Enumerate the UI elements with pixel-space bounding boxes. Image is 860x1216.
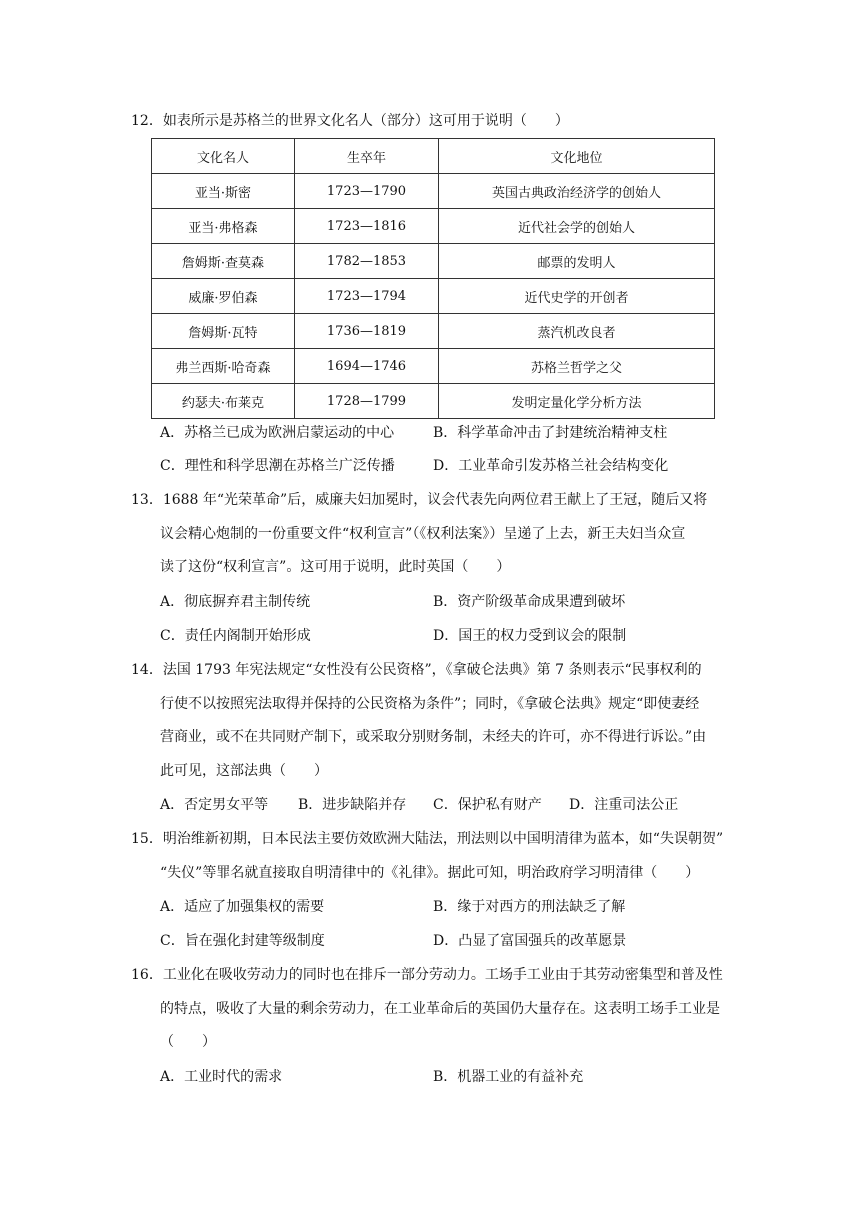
table-cell: 亚当·弗格森 xyxy=(152,209,295,244)
question-13-stem-line-2: 议会精心炮制的一份重要文件“权利宣言”（《权利法案》）呈递了上去，新王夫妇当众宣 xyxy=(160,526,686,542)
question-12-option-d[interactable]: D．工业革命引发苏格兰社会结构变化 xyxy=(433,458,669,474)
table-row xyxy=(152,314,715,349)
question-15-stem-line-2: “失仪”等罪名就直接取自明清律中的《礼律》。据此可知，明治政府学习明清律（ ） xyxy=(160,865,700,881)
table-cell: 发明定量化学分析方法 xyxy=(439,384,715,419)
table-cell: 1782—1853 xyxy=(295,244,439,279)
question-14-stem-line-3: 营商业，或不在共同财产制下，或采取分别财务制，未经夫的许可，亦不得进行诉讼。”由 xyxy=(160,729,707,745)
question-12-table xyxy=(151,138,715,419)
table-cell: 威廉·罗伯森 xyxy=(152,279,295,314)
question-16-option-b[interactable]: B．机器工业的有益补充 xyxy=(433,1069,584,1085)
table-cell: 近代史学的开创者 xyxy=(439,279,715,314)
question-14-option-b[interactable]: B．进步缺陷并存 xyxy=(298,797,407,813)
question-16-stem-line-2: 的特点，吸收了大量的剩余劳动力，在工业革命后的英国仍大量存在。这表明工场手工业是 xyxy=(160,1001,720,1017)
question-12-option-c[interactable]: C．理性和科学思潮在苏格兰广泛传播 xyxy=(160,458,395,474)
question-13-option-d[interactable]: D．国王的权力受到议会的限制 xyxy=(433,628,627,644)
question-14-stem-line-1: 14．法国 1793 年宪法规定“女性没有公民资格”，《拿破仑法典》第 7 条则表示“民事权利的 xyxy=(131,662,702,678)
question-15-option-b[interactable]: B．缘于对西方的刑法缺乏了解 xyxy=(433,899,626,915)
question-12-option-a[interactable]: A．苏格兰已成为欧洲启蒙运动的中心 xyxy=(160,425,395,441)
table-cell: 1736—1819 xyxy=(295,314,439,349)
table-cell: 苏格兰哲学之父 xyxy=(439,349,715,384)
table-header-cell: 文化地位 xyxy=(439,139,715,174)
table-header-cell: 文化名人 xyxy=(152,139,295,174)
question-15-stem-line-1: 15．明治维新初期，日本民法主要仿效欧洲大陆法，刑法则以中国明清律为蓝本，如“失误朝贺” xyxy=(131,831,724,847)
table-cell: 1723—1816 xyxy=(295,209,439,244)
question-15-option-d[interactable]: D．凸显了富国强兵的改革愿景 xyxy=(433,933,627,949)
table-cell: 近代社会学的创始人 xyxy=(439,209,715,244)
table-cell: 1723—1794 xyxy=(295,279,439,314)
table-row xyxy=(152,349,715,384)
table-cell: 邮票的发明人 xyxy=(439,244,715,279)
table-cell: 弗兰西斯·哈奇森 xyxy=(152,349,295,384)
question-13-option-b[interactable]: B．资产阶级革命成果遭到破坏 xyxy=(433,594,626,610)
question-13-option-a[interactable]: A．彻底摒弃君主制传统 xyxy=(160,594,311,610)
table-cell: 1723—1790 xyxy=(295,174,439,209)
table-row xyxy=(152,279,715,314)
table-cell: 詹姆斯·瓦特 xyxy=(152,314,295,349)
table-cell: 亚当·斯密 xyxy=(152,174,295,209)
table-cell: 詹姆斯·查莫森 xyxy=(152,244,295,279)
question-16-stem-line-3: （ ） xyxy=(160,1034,216,1050)
table-cell: 1728—1799 xyxy=(295,384,439,419)
table-row xyxy=(152,174,715,209)
table-row xyxy=(152,209,715,244)
table-row xyxy=(152,244,715,279)
question-15-option-c[interactable]: C．旨在强化封建等级制度 xyxy=(160,933,325,949)
question-14-option-c[interactable]: C．保护私有财产 xyxy=(433,797,542,813)
question-12-stem: 12．如表所示是苏格兰的世界文化名人（部分）这可用于说明（ ） xyxy=(131,113,569,129)
table-cell: 1694—1746 xyxy=(295,349,439,384)
table-cell: 约瑟夫·布莱克 xyxy=(152,384,295,419)
question-13-option-c[interactable]: C．责任内阁制开始形成 xyxy=(160,628,311,644)
question-13-stem-line-3: 读了这份“权利宣言”。这可用于说明，此时英国（ ） xyxy=(160,559,511,575)
question-16-stem-line-1: 16．工业化在吸收劳动力的同时也在排斥一部分劳动力。工场手工业由于其劳动密集型和普及性 xyxy=(131,967,723,983)
question-14-stem-line-2: 行使不以按照宪法取得并保持的公民资格为条件”；同时，《拿破仑法典》规定“即使妻经 xyxy=(160,696,700,712)
question-14-option-d[interactable]: D．注重司法公正 xyxy=(569,797,679,813)
table-row xyxy=(152,384,715,419)
table-header-cell: 生卒年 xyxy=(295,139,439,174)
question-14-option-a[interactable]: A．否定男女平等 xyxy=(160,797,269,813)
question-12-option-b[interactable]: B．科学革命冲击了封建统治精神支柱 xyxy=(433,425,668,441)
question-13-stem-line-1: 13．1688 年“光荣革命”后，威廉夫妇加冕时，议会代表先向两位君王献上了王冠，随后又将 xyxy=(131,492,708,508)
question-15-option-a[interactable]: A．适应了加强集权的需要 xyxy=(160,899,325,915)
table-cell: 英国古典政治经济学的创始人 xyxy=(439,174,715,209)
table-cell: 蒸汽机改良者 xyxy=(439,314,715,349)
table-header-row xyxy=(152,139,715,174)
question-14-stem-line-4: 此可见，这部法典（ ） xyxy=(160,763,328,779)
question-16-option-a[interactable]: A．工业时代的需求 xyxy=(160,1069,283,1085)
